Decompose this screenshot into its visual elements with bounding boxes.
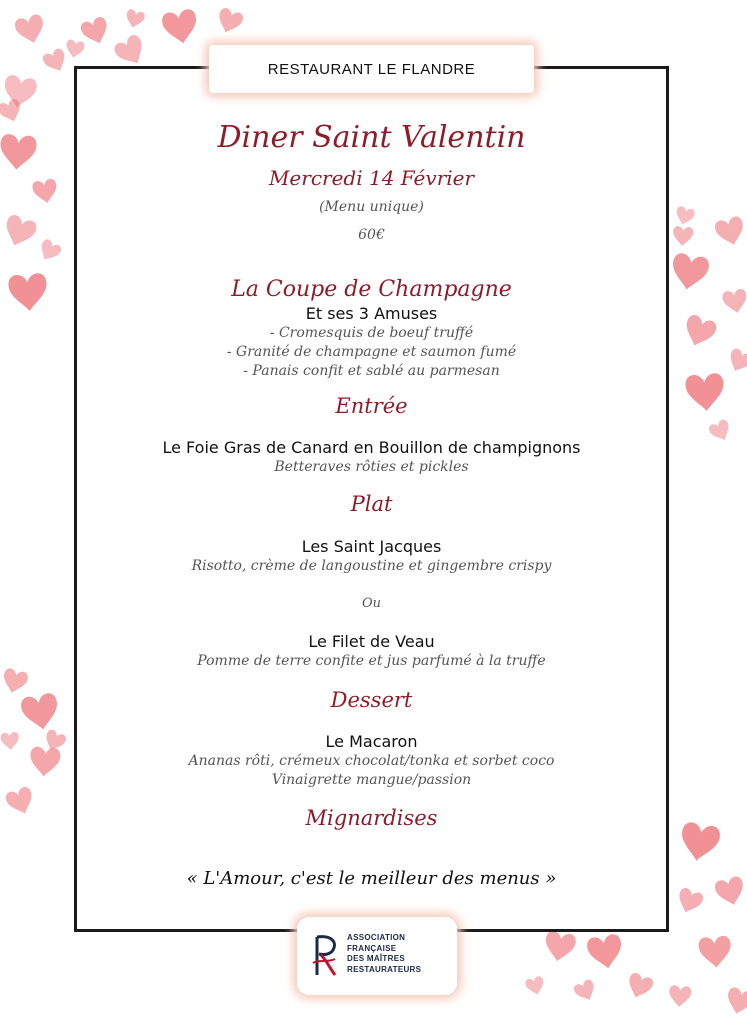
dessert-dish: Le Macaron [325, 732, 418, 751]
champagne-subheading: Et ses 3 Amuses [305, 304, 438, 323]
logo-text [347, 933, 452, 975]
plat-option1-dish: Les Saint Jacques [301, 537, 442, 556]
logo-line-3: DES MAÎTRES [347, 954, 405, 963]
mignardises-heading: Mignardises [305, 806, 438, 830]
amuse-item-1: - Cromesquis de boeuf truffé [269, 325, 474, 341]
plat-heading: Plat [350, 492, 393, 516]
menu-date: Mercredi 14 Février [268, 166, 475, 190]
entree-description: Betteraves rôties et pickles [274, 459, 469, 475]
logo-line-2: FRANÇAISE [347, 943, 397, 953]
menu-price: 60€ [358, 227, 385, 243]
champagne-heading: La Coupe de Champagne [231, 277, 512, 302]
maitres-restaurateurs-logo [297, 917, 457, 995]
plat-or: Ou [361, 596, 382, 611]
restaurant-name: RESTAURANT LE FLANDRE [209, 45, 534, 93]
plat-option1-description: Risotto, crème de langoustine et gingembre crispy [191, 558, 552, 574]
logo-line-4: RESTAURATEURS [347, 964, 422, 974]
amuse-item-3: - Panais confit et sablé au parmesan [243, 363, 500, 379]
plat-option2-description: Pomme de terre confite et jus parfumé à la truffe [197, 653, 546, 669]
amuse-item-2: - Granité de champagne et saumon fumé [226, 344, 517, 360]
plat-option2-dish: Le Filet de Veau [308, 632, 435, 651]
logo-line-1: ASSOCIATION [347, 933, 406, 942]
dessert-description-1: Ananas rôti, crémeux chocolat/tonka et sorbet coco [188, 753, 555, 769]
menu-note: (Menu unique) [319, 199, 424, 215]
entree-heading: Entrée [335, 394, 408, 418]
dessert-description-2: Vinaigrette mangue/passion [271, 772, 472, 788]
menu-title: Diner Saint Valentin [217, 120, 526, 155]
menu-quote: « L'Amour, c'est le meilleur des menus » [186, 868, 557, 889]
maitres-restaurateurs-emblem-icon [311, 933, 339, 979]
entree-dish: Le Foie Gras de Canard en Bouillon de champignons [162, 438, 581, 457]
dessert-heading: Dessert [330, 688, 413, 712]
